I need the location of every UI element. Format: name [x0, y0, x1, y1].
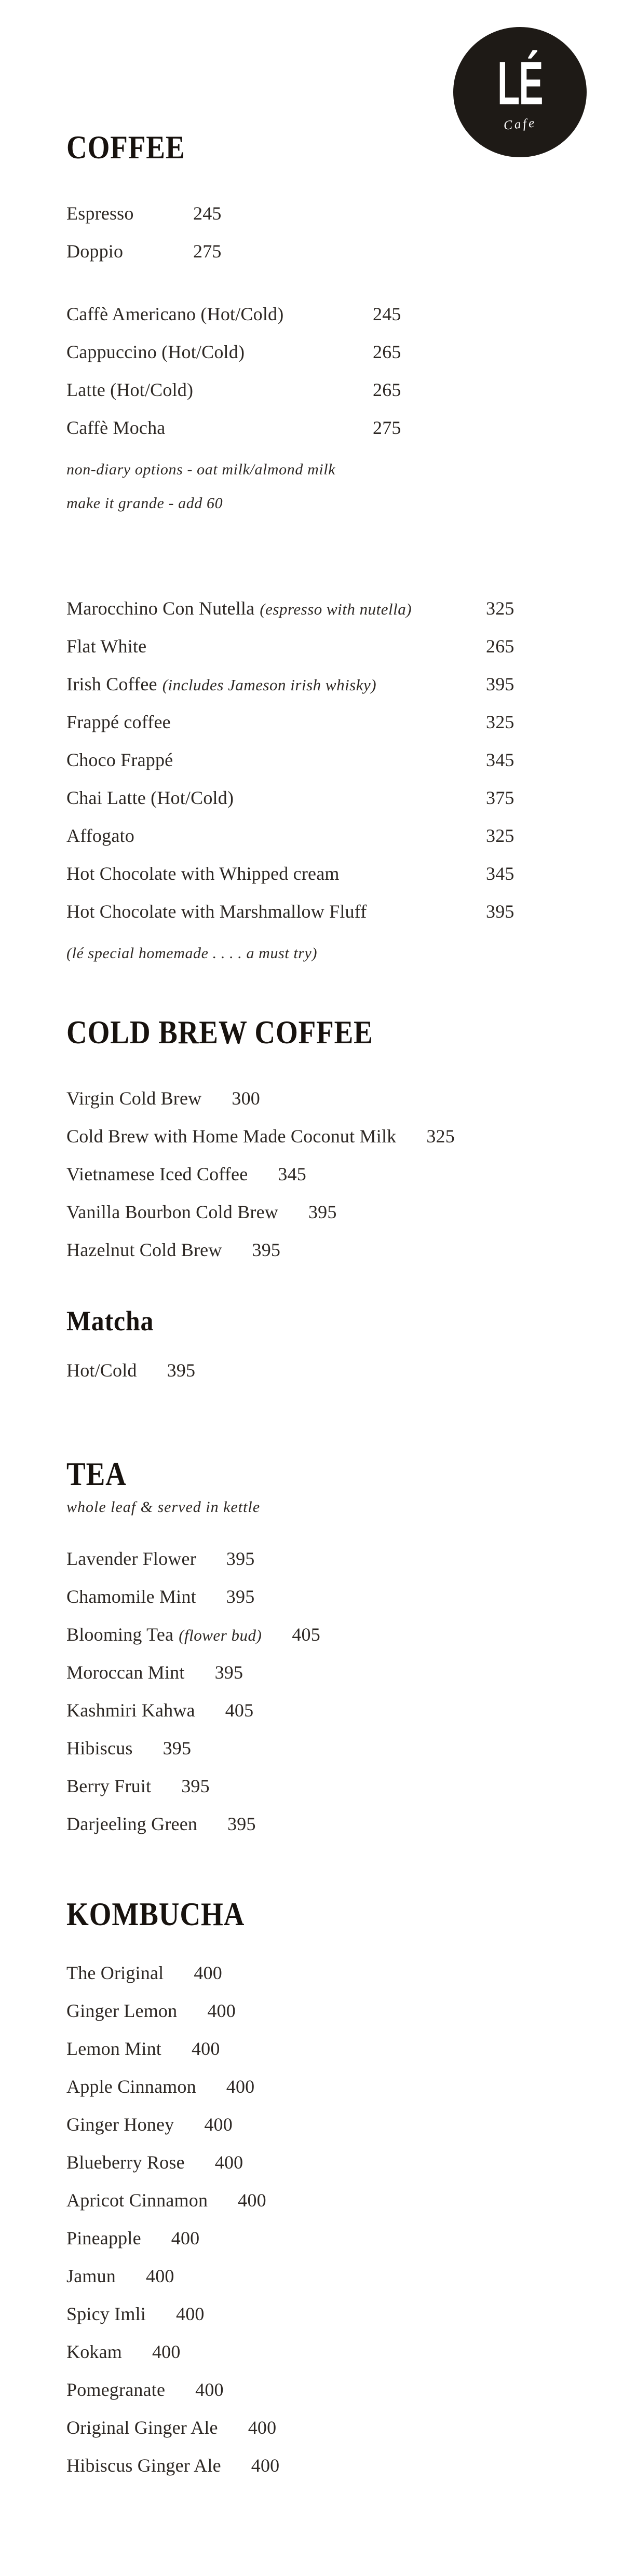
item-price: 300: [232, 1087, 260, 1109]
menu-group: [66, 204, 565, 261]
item-name: Hibiscus Ginger Ale: [66, 2455, 221, 2476]
item-name: The Original: [66, 1962, 164, 1983]
item-name: Hot Chocolate with Whipped cream: [66, 863, 340, 884]
menu-item-row: [66, 751, 565, 769]
menu-item-row: [66, 1165, 565, 1183]
menu-group: [66, 1964, 565, 2475]
section-title: Matcha: [66, 1305, 154, 1337]
menu-item-row: [66, 380, 565, 399]
item-price: 245: [373, 304, 401, 324]
menu-item-row: [66, 1964, 565, 1982]
logo-cafe-script: Cafe: [503, 115, 537, 133]
item-name: Hot Chocolate with Marshmallow Fluff: [66, 901, 367, 922]
menu-item-row: [66, 1089, 565, 1108]
item-name: Pineapple: [66, 2227, 141, 2248]
menu-item-row: [66, 1587, 565, 1606]
menu-item-row: [66, 418, 565, 437]
menu-item-row: [66, 599, 565, 618]
menu-item-row: [66, 1203, 565, 1221]
item-price: 400: [152, 2341, 181, 2362]
item-price: 395: [181, 1775, 210, 1796]
item-name: Chai Latte (Hot/Cold): [66, 787, 234, 808]
section-cold-brew: [66, 1013, 565, 1260]
item-name: Affogato: [66, 825, 134, 846]
menu-item-row: [66, 1739, 565, 1757]
item-price: 325: [426, 1125, 455, 1147]
item-price: 400: [238, 2189, 266, 2211]
menu-item-row: [66, 305, 565, 323]
menu-group: [66, 305, 565, 517]
menu-item-row: [66, 1549, 565, 1568]
item-name: Jamun: [66, 2265, 116, 2286]
item-price: 325: [486, 598, 514, 619]
item-name-note: (flower bud): [179, 1626, 262, 1644]
item-price: 395: [308, 1201, 337, 1222]
menu-item-row: [66, 1663, 565, 1682]
item-name: Irish Coffee: [66, 674, 157, 694]
menu-item-row: [66, 2380, 565, 2399]
item-name: Ginger Lemon: [66, 2000, 178, 2021]
menu-sections: [66, 131, 565, 2475]
item-name-note: (includes Jameson irish whisky): [162, 676, 377, 694]
item-name: Caffè Americano (Hot/Cold): [66, 304, 284, 324]
item-price: 345: [486, 749, 514, 770]
menu-note: make it grande - add 60: [66, 494, 223, 512]
menu-item-row: [66, 2456, 565, 2475]
menu-item-row: [66, 2267, 565, 2285]
item-name: Blueberry Rose: [66, 2151, 185, 2173]
menu-item-row: [66, 242, 565, 261]
item-name: Darjeeling Green: [66, 1813, 198, 1834]
item-name: Caffè Mocha: [66, 417, 166, 438]
menu-note: (lé special homemade . . . . a must try): [66, 945, 318, 962]
item-price: 265: [373, 379, 401, 400]
menu-item-row: [66, 826, 565, 845]
item-name: Lavender Flower: [66, 1548, 196, 1569]
menu-item-row: [66, 675, 565, 693]
item-price: 400: [204, 2114, 233, 2135]
item-name: Choco Frappé: [66, 749, 173, 770]
item-name: Kashmiri Kahwa: [66, 1699, 195, 1721]
item-price: 325: [486, 825, 514, 846]
item-name: Lemon Mint: [66, 2038, 161, 2059]
menu-item-row: [66, 1815, 565, 1833]
item-name: Original Ginger Ale: [66, 2417, 218, 2438]
item-price: 345: [486, 863, 514, 884]
item-name: Flat White: [66, 636, 147, 657]
item-name: Spicy Imli: [66, 2303, 146, 2324]
section-title: TEA: [66, 1455, 127, 1492]
menu-item-row: [66, 2229, 565, 2247]
item-price: 395: [162, 1737, 192, 1759]
item-name: Moroccan Mint: [66, 1661, 185, 1683]
menu-item-row: [66, 713, 565, 731]
menu-item-row: [66, 1127, 565, 1146]
menu-item-row: [66, 2001, 565, 2020]
item-name-note: (espresso with nutella): [260, 600, 412, 618]
menu-item-row: [66, 1241, 565, 1259]
menu-group: [66, 1549, 565, 1833]
item-price: 395: [486, 901, 514, 922]
item-price: 405: [225, 1699, 254, 1721]
logo-initials: LÉ: [497, 49, 543, 118]
menu-item-row: [66, 1361, 565, 1380]
item-price: 405: [292, 1624, 320, 1645]
item-price: 400: [171, 2227, 200, 2248]
menu-item-row: [66, 2191, 565, 2210]
item-name: Pomegranate: [66, 2379, 166, 2400]
menu-item-row: [66, 2418, 565, 2437]
item-price: 400: [195, 2379, 224, 2400]
section-tea: [66, 1457, 565, 1833]
item-name: Apricot Cinnamon: [66, 2189, 208, 2211]
menu-item-row: [66, 1701, 565, 1720]
section-kombucha: [66, 1895, 565, 2476]
item-price: 395: [167, 1359, 196, 1381]
item-price: 400: [194, 1962, 222, 1983]
item-price: 395: [252, 1239, 281, 1260]
item-price: 325: [486, 712, 514, 732]
item-price: 400: [176, 2303, 205, 2324]
item-name: Apple Cinnamon: [66, 2076, 196, 2097]
menu-item-row: [66, 902, 565, 921]
menu-group: [66, 1089, 565, 1259]
item-price: 400: [191, 2038, 220, 2059]
item-price: 395: [486, 674, 514, 694]
item-price: 265: [486, 636, 514, 657]
section-title: KOMBUCHA: [66, 1895, 245, 1932]
item-price: 275: [373, 417, 401, 438]
item-name: Ginger Honey: [66, 2114, 174, 2135]
item-price: 275: [193, 241, 222, 262]
item-name: Cold Brew with Home Made Coconut Milk: [66, 1125, 397, 1147]
item-name: Espresso: [66, 203, 134, 224]
item-name: Vanilla Bourbon Cold Brew: [66, 1201, 278, 1222]
item-name: Latte (Hot/Cold): [66, 379, 194, 400]
item-name: Marocchino Con Nutella: [66, 598, 255, 619]
item-name: Vietnamese Iced Coffee: [66, 1163, 248, 1184]
menu-item-row: [66, 637, 565, 656]
item-name: Frappé coffee: [66, 712, 171, 732]
section-title: COLD BREW COFFEE: [66, 1013, 373, 1051]
menu-item-row: [66, 788, 565, 807]
item-price: 265: [373, 342, 401, 362]
item-name: Blooming Tea: [66, 1624, 174, 1645]
menu-item-row: [66, 2039, 565, 2058]
item-price: 400: [251, 2455, 280, 2476]
menu-item-row: [66, 1625, 565, 1644]
menu-item-row: [66, 2153, 565, 2172]
menu-item-row: [66, 2342, 565, 2361]
menu-item-row: [66, 204, 565, 223]
item-name: Hibiscus: [66, 1737, 133, 1759]
item-price: 395: [226, 1586, 255, 1607]
item-name: Hazelnut Cold Brew: [66, 1239, 222, 1260]
item-price: 345: [278, 1163, 307, 1184]
menu-item-row: [66, 2305, 565, 2323]
section-title: COFFEE: [66, 129, 185, 166]
item-price: 400: [146, 2265, 174, 2286]
menu-group: [66, 599, 565, 967]
menu-note: non-diary options - oat milk/almond milk: [66, 461, 336, 478]
item-price: 400: [226, 2076, 255, 2097]
item-name: Hot/Cold: [66, 1359, 137, 1381]
item-price: 400: [214, 2151, 243, 2173]
item-price: 245: [193, 203, 222, 224]
item-name: Berry Fruit: [66, 1775, 152, 1796]
item-name: Kokam: [66, 2341, 122, 2362]
item-name: Doppio: [66, 241, 124, 262]
section-subtitle: whole leaf & served in kettle: [66, 1498, 261, 1516]
menu-item-row: [66, 864, 565, 883]
item-price: 395: [227, 1813, 256, 1834]
item-price: 400: [207, 2000, 236, 2021]
item-name: Cappuccino (Hot/Cold): [66, 342, 245, 362]
item-price: 395: [226, 1548, 255, 1569]
section-coffee: [66, 131, 565, 967]
section-matcha: [66, 1307, 565, 1380]
menu-group: [66, 1361, 565, 1380]
item-price: 375: [486, 787, 514, 808]
item-price: 395: [214, 1661, 243, 1683]
menu-item-row: [66, 2077, 565, 2096]
menu-item-row: [66, 2115, 565, 2134]
menu-item-row: [66, 343, 565, 361]
menu-item-row: [66, 1777, 565, 1795]
item-name: Chamomile Mint: [66, 1586, 196, 1607]
item-name: Virgin Cold Brew: [66, 1087, 202, 1109]
item-price: 400: [248, 2417, 277, 2438]
